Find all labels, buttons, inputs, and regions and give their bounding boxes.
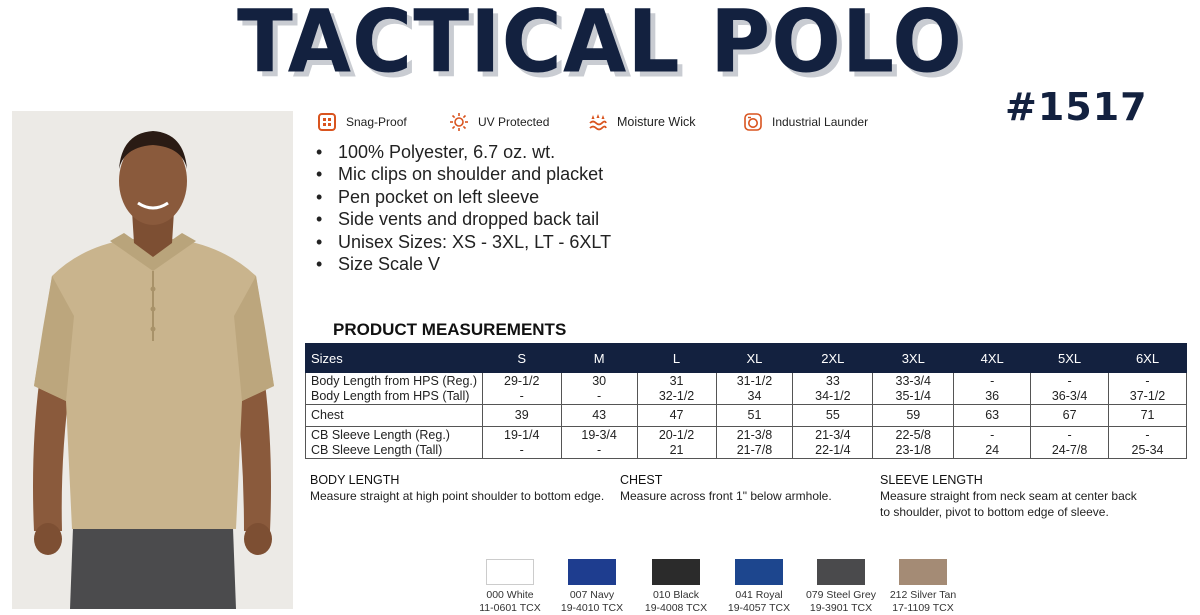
table-header-row <box>306 344 1187 373</box>
note-heading: BODY LENGTH <box>310 473 400 487</box>
color-swatches <box>478 559 978 615</box>
header-cell: 2XL <box>793 344 873 373</box>
feature-moisture-wick <box>589 112 695 132</box>
table-cell: - 25-34 <box>1109 427 1187 459</box>
bullet-item: • 100% Polyester, 6.7 oz. wt. <box>316 142 556 162</box>
table-cell: 39 <box>482 405 561 427</box>
swatch-code: 11-0601 TCX <box>479 602 541 614</box>
launder-icon <box>744 113 762 131</box>
model-illustration <box>12 111 293 609</box>
note-heading: CHEST <box>620 473 663 487</box>
row-label: CB Sleeve Length (Reg.) CB Sleeve Length (Tall) <box>306 427 483 459</box>
header-cell: 3XL <box>873 344 954 373</box>
swatch-white[interactable] <box>465 559 555 615</box>
note-heading: SLEEVE LENGTH <box>880 473 983 487</box>
note-sleeve-length <box>880 472 1137 520</box>
measurements-table <box>305 343 1187 459</box>
swatch-name: 079 Steel Grey <box>805 589 877 601</box>
bullet-item: • Mic clips on shoulder and placket <box>316 164 604 185</box>
product-photo <box>12 111 293 609</box>
bullet-item: • Side vents and dropped back tail <box>316 209 600 230</box>
header-cell: S <box>482 344 561 373</box>
table-cell: 21-3/4 22-1/4 <box>793 427 873 459</box>
table-cell: 51 <box>716 405 793 427</box>
color-chip <box>486 559 534 585</box>
product-title: TACTICAL POLO <box>237 0 963 93</box>
table-cell: - 24-7/8 <box>1031 427 1109 459</box>
table-cell: 71 <box>1109 405 1187 427</box>
table-cell: 33-3/4 35-1/4 <box>873 373 954 405</box>
swatch-navy[interactable] <box>547 559 637 615</box>
swatch-code: 19-4008 TCX <box>644 602 708 614</box>
header-cell: M <box>561 344 637 373</box>
feature-industrial-launder <box>744 112 868 132</box>
table-cell: 59 <box>873 405 954 427</box>
note-text: Measure straight from neck seam at center back <box>880 489 1137 503</box>
swatch-steel-grey[interactable] <box>796 559 886 615</box>
table-cell: 63 <box>954 405 1031 427</box>
color-chip <box>652 559 700 585</box>
sun-icon <box>450 113 468 131</box>
color-chip <box>568 559 616 585</box>
feature-uv-protected <box>450 112 549 132</box>
swatch-name: 212 Silver Tan <box>889 589 957 601</box>
measurements-title: PRODUCT MEASUREMENTS <box>333 320 567 339</box>
table-cell: - 24 <box>954 427 1031 459</box>
swatch-code: 19-4057 TCX <box>727 602 791 614</box>
table-cell: - 36 <box>954 373 1031 405</box>
header-cell: XL <box>716 344 793 373</box>
table-cell: 22-5/8 23-1/8 <box>873 427 954 459</box>
table-cell: 47 <box>637 405 716 427</box>
swatch-royal[interactable] <box>714 559 804 615</box>
feature-label: Industrial Launder <box>772 115 869 129</box>
swatch-name: 007 Navy <box>569 589 615 601</box>
table-cell: 33 34-1/2 <box>793 373 873 405</box>
header-cell: Sizes <box>306 344 483 373</box>
table-cell: 55 <box>793 405 873 427</box>
table-cell: 29-1/2 - <box>482 373 561 405</box>
bullet-item: • Pen pocket on left sleeve <box>316 186 540 207</box>
moisture-wave-icon <box>589 113 607 131</box>
swatch-name: 000 White <box>486 589 534 601</box>
swatch-silver-tan[interactable] <box>878 559 968 615</box>
snag-proof-icon <box>318 113 336 131</box>
header-cell: 4XL <box>954 344 1031 373</box>
style-number: #1517 <box>1005 85 1148 129</box>
table-cell: 31-1/2 34 <box>716 373 793 405</box>
color-chip <box>735 559 783 585</box>
feature-label: UV Protected <box>478 115 550 129</box>
table-cell: - 36-3/4 <box>1031 373 1109 405</box>
table-cell: 30 - <box>561 373 637 405</box>
swatch-black[interactable] <box>631 559 721 615</box>
note-body-length <box>310 472 604 504</box>
note-chest <box>620 472 832 504</box>
bullet-item: • Unisex Sizes: XS - 3XL, LT - 6XLT <box>316 231 612 252</box>
swatch-name: 041 Royal <box>735 589 783 601</box>
swatch-code: 19-4010 TCX <box>560 602 624 614</box>
table-row-body-length <box>306 373 1187 405</box>
header-cell: 6XL <box>1109 344 1187 373</box>
table-cell: 31 32-1/2 <box>637 373 716 405</box>
table-cell: 21-3/8 21-7/8 <box>716 427 793 459</box>
table-cell: 19-1/4 - <box>482 427 561 459</box>
table-cell: 19-3/4 - <box>561 427 637 459</box>
bullet-item: • Size Scale V <box>316 254 441 275</box>
feature-icons-row <box>318 112 878 134</box>
feature-bullet-list <box>316 141 611 275</box>
note-text: to shoulder, pivot to bottom edge of sleeve. <box>880 505 1109 519</box>
swatch-code: 19-3901 TCX <box>809 602 873 614</box>
color-chip <box>817 559 865 585</box>
note-text: Measure straight at high point shoulder to bottom edge. <box>310 489 605 503</box>
color-chip <box>899 559 947 585</box>
swatch-name: 010 Black <box>652 589 700 601</box>
table-row-chest <box>306 405 1187 427</box>
feature-label: Snag-Proof <box>346 115 407 129</box>
table-cell: 20-1/2 21 <box>637 427 716 459</box>
row-label: Body Length from HPS (Reg.) Body Length from HPS (Tall) <box>306 373 483 405</box>
table-cell: 43 <box>561 405 637 427</box>
table-cell: 67 <box>1031 405 1109 427</box>
row-label: Chest <box>306 405 483 427</box>
table-cell: - 37-1/2 <box>1109 373 1187 405</box>
header-cell: 5XL <box>1031 344 1109 373</box>
feature-label: Moisture Wick <box>617 115 696 129</box>
header-cell: L <box>637 344 716 373</box>
feature-snag-proof <box>318 112 407 132</box>
note-text: Measure across front 1" below armhole. <box>620 489 832 503</box>
swatch-code: 17-1109 TCX <box>892 602 954 614</box>
table-row-sleeve-length <box>306 427 1187 459</box>
